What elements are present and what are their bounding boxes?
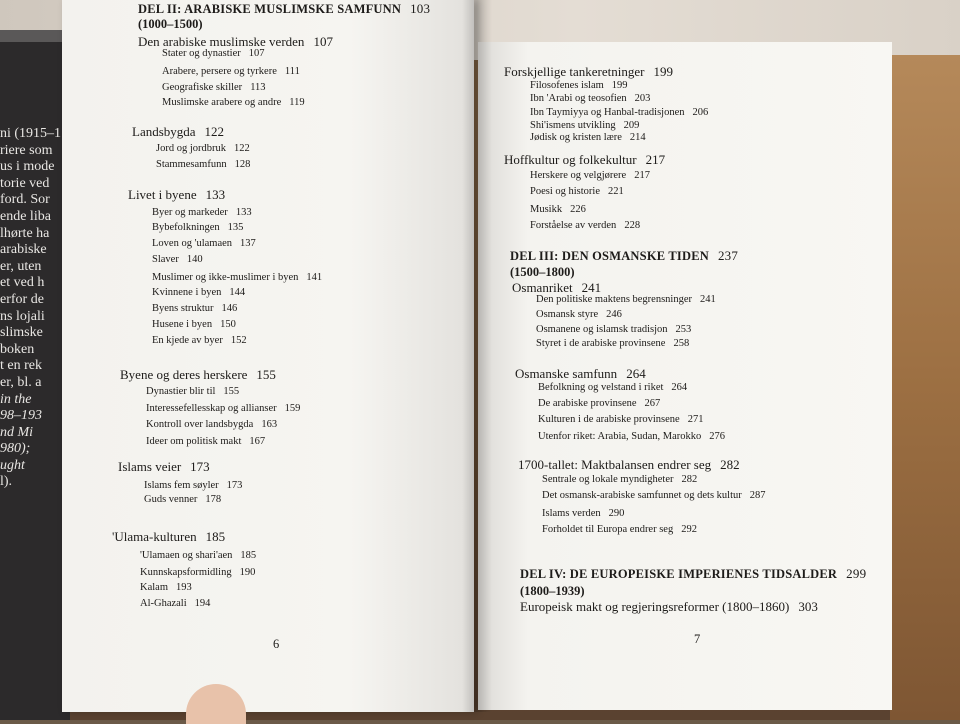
toc-subsection (530, 107, 708, 118)
toc-subsection-page-number: 271 (687, 414, 704, 425)
toc-section-title: Osmanske samfunn (515, 366, 618, 381)
toc-subsection-title: Kalam (140, 582, 168, 593)
toc-subsection-title: Kvinnene i byen (152, 287, 222, 298)
toc-subsection (152, 207, 252, 218)
toc-subsection-title: Befolkning og velstand i riket (538, 382, 664, 393)
toc-subsection-title: Sentrale og lokale myndigheter (542, 474, 674, 485)
toc-subsection-page-number: 193 (176, 582, 192, 593)
toc-subsection-page-number: 150 (220, 319, 236, 330)
toc-subsection-page-number: 119 (289, 97, 305, 108)
toc-subsection-page-number: 173 (226, 480, 243, 491)
part4-heading (520, 566, 866, 582)
toc-subsection-page-number: 178 (205, 494, 222, 505)
toc-section-page-number: 241 (581, 280, 602, 295)
background-book-line: ende liba (0, 208, 51, 224)
background-book-line: ni (1915–1 (0, 126, 62, 141)
toc-section (120, 367, 276, 383)
toc-subsection-page-number: 185 (240, 550, 257, 561)
toc-section-page-number: 217 (645, 152, 666, 167)
toc-section (520, 599, 818, 615)
toc-subsection (146, 386, 239, 397)
toc-subsection-title: Osmansk styre (536, 309, 599, 320)
toc-subsection-title: Guds venner (144, 494, 198, 505)
toc-subsection (530, 93, 650, 104)
part4-years-title: (1800–1939) (520, 584, 585, 598)
toc-subsection-title: Loven og 'ulamaen (152, 238, 233, 249)
part-heading (138, 1, 430, 17)
toc-subsection-title: Ibn 'Arabi og teosofien (530, 93, 627, 104)
toc-subsection-title: Jord og jordbruk (156, 143, 226, 154)
toc-subsection (152, 319, 236, 330)
toc-subsection (538, 431, 725, 442)
toc-section-title: Landsbygda (132, 124, 196, 139)
toc-subsection-page-number: 241 (700, 294, 716, 305)
toc-section-title: Byene og deres herskere (120, 367, 248, 382)
toc-subsection (152, 287, 245, 298)
toc-subsection-title: Interessefellesskap og allianser (146, 403, 277, 414)
part3-heading (510, 248, 738, 264)
toc-subsection (144, 494, 221, 505)
background-book-line: arabiske (0, 242, 47, 258)
toc-subsection-title: Utenfor riket: Arabia, Sudan, Marokko (538, 431, 702, 442)
toc-subsection-page-number: 135 (227, 222, 244, 233)
toc-subsection-page-number: 122 (234, 143, 250, 154)
toc-subsection-page-number: 214 (629, 132, 646, 143)
toc-subsection-title: Styret i de arabiske provinsene (536, 338, 666, 349)
background-wood-shelf (890, 55, 960, 720)
toc-subsection-page-number: 253 (675, 324, 692, 335)
toc-subsection (538, 398, 660, 409)
toc-subsection-title: Muslimer og ikke-muslimer i byen (152, 272, 299, 283)
toc-subsection-page-number: 267 (644, 398, 661, 409)
toc-subsection (536, 294, 716, 305)
toc-section-page-number: 199 (653, 64, 673, 79)
left-page (62, 0, 474, 712)
background-book-line: l). (0, 474, 13, 490)
page-number-right (694, 632, 700, 647)
toc-subsection-title: Poesi og historie (530, 186, 600, 197)
toc-subsection (538, 414, 703, 425)
toc-subsection-title: Den politiske maktens begrensninger (536, 294, 693, 305)
toc-subsection (542, 508, 624, 519)
toc-subsection-page-number: 146 (221, 303, 238, 314)
toc-subsection-title: Ideer om politisk makt (146, 436, 242, 447)
toc-subsection (156, 159, 250, 170)
toc-subsection-title: Husene i byen (152, 319, 213, 330)
book-gutter (462, 0, 492, 712)
toc-subsection-title: Forståelse av verden (530, 220, 617, 231)
page-number-right-title: 7 (694, 632, 701, 646)
part3-heading-page-number: 237 (717, 248, 739, 263)
toc-subsection (146, 436, 265, 447)
toc-subsection-page-number: 226 (570, 204, 586, 215)
toc-subsection (146, 403, 300, 414)
toc-subsection (530, 80, 628, 91)
toc-subsection (152, 272, 322, 283)
toc-section-title: Europeisk makt og regjeringsreformer (1800–1860) (520, 599, 790, 614)
toc-section (118, 459, 210, 475)
part3-years-title: (1500–1800) (510, 265, 575, 279)
toc-subsection-page-number: 133 (235, 207, 252, 218)
toc-section-title: 1700-tallet: Maktbalansen endrer seg (518, 457, 712, 472)
toc-section-page-number: 155 (256, 367, 276, 382)
toc-subsection (140, 550, 256, 561)
toc-subsection (530, 170, 650, 181)
background-book-line: lhørte ha (0, 225, 50, 241)
toc-section-title: Hoffkultur og folkekultur (504, 152, 637, 167)
toc-section (112, 529, 225, 545)
toc-subsection-page-number: 167 (249, 436, 266, 447)
background-book-line: t en rek (0, 358, 42, 374)
toc-subsection-page-number: 111 (284, 66, 300, 77)
toc-subsection (152, 222, 243, 233)
toc-subsection-page-number: 206 (692, 107, 709, 118)
toc-section-page-number: 282 (720, 457, 740, 472)
toc-subsection-page-number: 264 (671, 382, 688, 393)
toc-subsection-page-number: 290 (608, 508, 625, 519)
toc-subsection (156, 143, 250, 154)
toc-subsection-title: Kontroll over landsbygda (146, 419, 254, 430)
toc-section-title: Osmanriket (512, 280, 573, 295)
toc-subsection-title: En kjede av byer (152, 335, 223, 346)
toc-subsection-page-number: 194 (194, 598, 211, 609)
toc-subsection-title: Al-Ghazali (140, 598, 187, 609)
toc-section (518, 457, 740, 473)
toc-subsection-page-number: 246 (606, 309, 622, 320)
toc-subsection-title: Jødisk og kristen lære (530, 132, 622, 143)
toc-subsection-title: Islams verden (542, 508, 601, 519)
toc-subsection-title: Ibn Taymiyya og Hanbal-tradisjonen (530, 107, 685, 118)
toc-subsection (144, 480, 242, 491)
toc-subsection (140, 598, 210, 609)
background-book-line: et ved h (0, 275, 45, 291)
toc-subsection-title: Byer og markeder (152, 207, 228, 218)
toc-subsection (536, 338, 689, 349)
toc-subsection-page-number: 287 (749, 490, 766, 501)
toc-subsection-page-number: 144 (229, 287, 246, 298)
toc-subsection (146, 419, 277, 430)
toc-subsection-page-number: 199 (611, 80, 628, 91)
toc-subsection (530, 120, 639, 131)
toc-subsection-title: Stammesamfunn (156, 159, 227, 170)
background-book-line: in the (0, 391, 32, 407)
toc-subsection-title: Filosofenes islam (530, 80, 604, 91)
part-heading-title: DEL II: ARABISKE MUSLIMSKE SAMFUNN (138, 2, 402, 16)
toc-subsection-title: Herskere og velgjørere (530, 170, 627, 181)
toc-section-page-number: 303 (798, 599, 818, 614)
background-book-line: torie ved (0, 175, 50, 191)
toc-section (504, 64, 673, 80)
toc-section-page-number: 107 (313, 34, 333, 49)
toc-subsection-page-number: 209 (623, 120, 640, 131)
toc-subsection-page-number: 140 (186, 254, 203, 265)
toc-subsection (140, 567, 255, 578)
toc-subsection-page-number: 152 (230, 335, 247, 346)
toc-subsection-title: Dynastier blir til (146, 386, 216, 397)
part3-heading-title: DEL III: DEN OSMANSKE TIDEN (510, 249, 709, 263)
toc-section-page-number: 185 (205, 529, 226, 544)
toc-section-title: Islams veier (118, 459, 182, 474)
toc-subsection (530, 220, 640, 231)
toc-section-page-number: 264 (626, 366, 646, 381)
background-book-text (0, 126, 70, 491)
toc-subsection-title: 'Ulamaen og shari'aen (140, 550, 233, 561)
toc-subsection-title: Byens struktur (152, 303, 214, 314)
background-book-line: nd Mi (0, 424, 34, 440)
toc-subsection-page-number: 159 (284, 403, 301, 414)
toc-subsection-page-number: 128 (234, 159, 251, 170)
toc-subsection-title: Muslimske arabere og andre (162, 97, 282, 108)
toc-subsection (542, 474, 697, 485)
toc-subsection-title: Shi'ismens utvikling (530, 120, 616, 131)
background-book (0, 30, 70, 720)
background-book-line: us i mode (0, 159, 55, 175)
background-book-line: ford. Sor (0, 192, 50, 208)
toc-section-title: 'Ulama-kulturen (112, 529, 197, 544)
toc-subsection-page-number: 113 (250, 82, 266, 93)
toc-section (504, 152, 665, 168)
toc-subsection (530, 186, 624, 197)
toc-subsection-page-number: 292 (681, 524, 697, 535)
part4-heading-title: DEL IV: DE EUROPEISKE IMPERIENES TIDSALDER (520, 567, 838, 581)
toc-subsection-page-number: 228 (624, 220, 641, 231)
toc-section-page-number: 122 (204, 124, 225, 139)
toc-subsection-title: Slaver (152, 254, 179, 265)
toc-subsection (536, 324, 691, 335)
toc-subsection (152, 303, 237, 314)
toc-subsection-page-number: 155 (223, 386, 240, 397)
toc-subsection-title: Kunnskapsformidling (140, 567, 232, 578)
toc-section (515, 366, 646, 382)
page-number-left (273, 637, 279, 652)
toc-subsection-title: Arabere, persere og tyrkere (162, 66, 277, 77)
toc-subsection-title: Stater og dynastier (162, 48, 241, 59)
toc-subsection-page-number: 190 (239, 567, 256, 578)
toc-subsection-title: Det osmansk-arabiske samfunnet og dets kultur (542, 490, 742, 501)
toc-subsection-title: Bybefolkningen (152, 222, 220, 233)
toc-subsection-page-number: 107 (248, 48, 265, 59)
background-book-line: slimske (0, 325, 43, 341)
background-book-line: riere som (0, 142, 53, 158)
toc-subsection (530, 132, 646, 143)
toc-subsection (140, 582, 192, 593)
toc-section-page-number: 133 (205, 187, 226, 202)
toc-subsection-page-number: 276 (709, 431, 726, 442)
toc-subsection (538, 382, 687, 393)
part3-years (510, 265, 575, 280)
background-book-line: erfor de (0, 291, 44, 307)
background-book-line: boken (0, 341, 35, 357)
toc-subsection-page-number: 258 (673, 338, 690, 349)
toc-subsection-title: Musikk (530, 204, 563, 215)
toc-subsection (152, 238, 256, 249)
toc-subsection-page-number: 163 (261, 419, 278, 430)
toc-subsection-page-number: 221 (608, 186, 624, 197)
part4-years (520, 584, 585, 599)
toc-section (128, 187, 225, 203)
toc-subsection-title: Islams fem søyler (144, 480, 219, 491)
background-book-line: er, uten (0, 258, 42, 274)
toc-section-title: Livet i byene (128, 187, 197, 202)
part-years-title: (1000–1500) (138, 17, 203, 31)
part-heading-page-number: 103 (410, 1, 431, 16)
toc-subsection-title: Osmanene og islamsk tradisjon (536, 324, 668, 335)
toc-subsection (162, 48, 264, 59)
toc-subsection (162, 97, 305, 108)
toc-subsection (530, 204, 586, 215)
toc-subsection-page-number: 203 (634, 93, 651, 104)
part-years (138, 17, 203, 32)
toc-section (132, 124, 224, 140)
page-number-left-title: 6 (273, 637, 280, 651)
toc-subsection-title: Kulturen i de arabiske provinsene (538, 414, 680, 425)
toc-subsection (536, 309, 622, 320)
background-book-edge (0, 30, 70, 42)
toc-subsection-page-number: 141 (306, 272, 323, 283)
right-page (478, 42, 892, 710)
toc-subsection-title: Geografiske skiller (162, 82, 243, 93)
background-book-line: ught (0, 457, 25, 473)
background-book-line: 98–193 (0, 408, 42, 424)
toc-section-title: Den arabiske muslimske verden (138, 34, 305, 49)
toc-subsection (162, 66, 300, 77)
toc-subsection (162, 82, 266, 93)
toc-subsection-title: Forholdet til Europa endrer seg (542, 524, 674, 535)
toc-subsection (152, 335, 247, 346)
toc-subsection (542, 524, 697, 535)
background-book-line: er, bl. a (0, 374, 42, 390)
toc-subsection (152, 254, 203, 265)
toc-subsection-page-number: 282 (681, 474, 698, 485)
toc-subsection-title: De arabiske provinsene (538, 398, 637, 409)
toc-subsection-page-number: 217 (634, 170, 650, 181)
toc-section-page-number: 173 (190, 459, 210, 474)
background-book-line: ns lojali (0, 308, 45, 324)
toc-subsection-page-number: 137 (240, 238, 256, 249)
background-book-line: 980); (0, 441, 31, 457)
part4-heading-page-number: 299 (846, 566, 867, 581)
toc-section-title: Forskjellige tankeretninger (504, 64, 645, 79)
toc-subsection (542, 490, 766, 501)
